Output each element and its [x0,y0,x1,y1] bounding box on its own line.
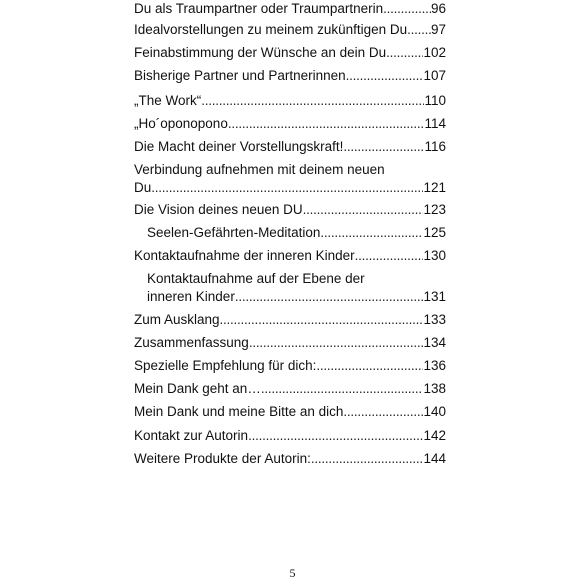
toc-entry-title: inneren Kinder [147,289,235,304]
leader-dots [320,224,423,242]
leader-dots [316,357,423,375]
toc-entry-title: Idealvorstellungen zu meinem zukünftigen Du [134,22,408,37]
toc-entry-title: Bisherige Partner und Partnerinnen [134,68,346,83]
toc-entry[interactable] [134,380,446,398]
leader-dots [346,67,424,85]
toc-entry-title-line1: Verbindung aufnehmen mit deinem neuen [134,162,385,177]
toc-entry-page: 142 [423,428,446,443]
toc-entry[interactable] [134,427,446,445]
toc-entry[interactable] [134,92,446,110]
toc-entry-title: Du als Traumpartner oder Traumpartnerin [134,1,384,16]
toc-entry-page: 140 [423,404,446,419]
toc-entry[interactable] [134,247,446,265]
leader-dots [249,334,424,352]
leader-dots [343,403,423,421]
toc-entry[interactable] [134,67,446,85]
toc-entry-page: 136 [423,358,446,373]
toc-entry[interactable] [134,0,446,18]
leader-dots [201,92,424,110]
toc-entry[interactable] [134,311,446,329]
toc-entry[interactable] [134,138,446,156]
toc-entry-title: Zum Ausklang [134,312,220,327]
toc-entry[interactable] [134,403,446,421]
toc-entry-title: Du [134,180,152,195]
toc-entry[interactable] [134,115,446,133]
toc-entry-page: 130 [423,248,446,263]
toc-entry-title: „Ho´oponopono [134,116,228,131]
toc-entry-page: 131 [423,289,446,304]
toc-entry-title: Mein Dank geht an… [134,381,261,396]
toc-entry[interactable] [134,161,446,197]
toc-entry-title: Kontaktaufnahme der inneren Kinder [134,248,355,263]
toc-entry-title: „The Work“ [134,93,202,108]
toc-entry-page: 102 [423,45,446,60]
toc-entry[interactable] [134,44,446,62]
toc-entry-page: 96 [430,1,446,16]
leader-dots [228,115,425,133]
toc-entry[interactable] [134,450,446,468]
toc-entry[interactable] [134,201,446,219]
leader-dots [220,311,424,329]
leader-dots [343,138,424,156]
leader-dots [151,179,423,197]
toc-entry-page: 107 [423,68,446,83]
leader-dots [386,44,423,62]
toc-entry-page: 133 [423,312,446,327]
toc-entry-page: 138 [423,381,446,396]
leader-dots [355,247,424,265]
toc-entry-page: 110 [424,93,446,108]
leader-dots [248,427,423,445]
toc-entry-page: 123 [423,202,446,217]
toc-entry[interactable] [134,357,446,375]
toc-entry-title-line1: Kontaktaufnahme auf der Ebene der [147,271,365,286]
leader-dots [303,201,424,219]
toc-entry-page: 125 [423,225,446,240]
toc-entry-page: 144 [423,451,446,466]
toc-entry-title: Seelen-Gefährten-Meditation [147,225,321,240]
leader-dots [235,288,424,306]
leader-dots [383,0,431,18]
toc-entry-title: Mein Dank und meine Bitte an dich [134,404,344,419]
toc-entry-page: 116 [424,139,446,154]
toc-entry-page: 114 [424,116,446,131]
toc-entry[interactable] [134,334,446,352]
page-number: 5 [289,566,296,580]
toc-entry-page: 97 [430,22,446,37]
toc-entry-title: Kontakt zur Autorin [134,428,249,443]
toc-entry-title: Spezielle Empfehlung für dich: [134,358,317,373]
toc-entry[interactable] [134,21,446,39]
leader-dots [407,21,431,39]
toc-entry-title: Zusammenfassung [134,335,249,350]
toc-entry-title: Die Vision deines neuen DU [134,202,303,217]
toc-subentry[interactable] [147,224,446,242]
toc-entry-page: 121 [423,180,446,195]
toc-entry-title: Die Macht deiner Vorstellungskraft! [134,139,344,154]
toc-entry-title: Weitere Produkte der Autorin: [134,451,311,466]
leader-dots [261,380,424,398]
leader-dots [311,450,424,468]
toc-entry-page: 134 [423,335,446,350]
toc-entry-title: Feinabstimmung der Wünsche an dein Du [134,45,387,60]
toc-subentry[interactable] [147,270,446,306]
